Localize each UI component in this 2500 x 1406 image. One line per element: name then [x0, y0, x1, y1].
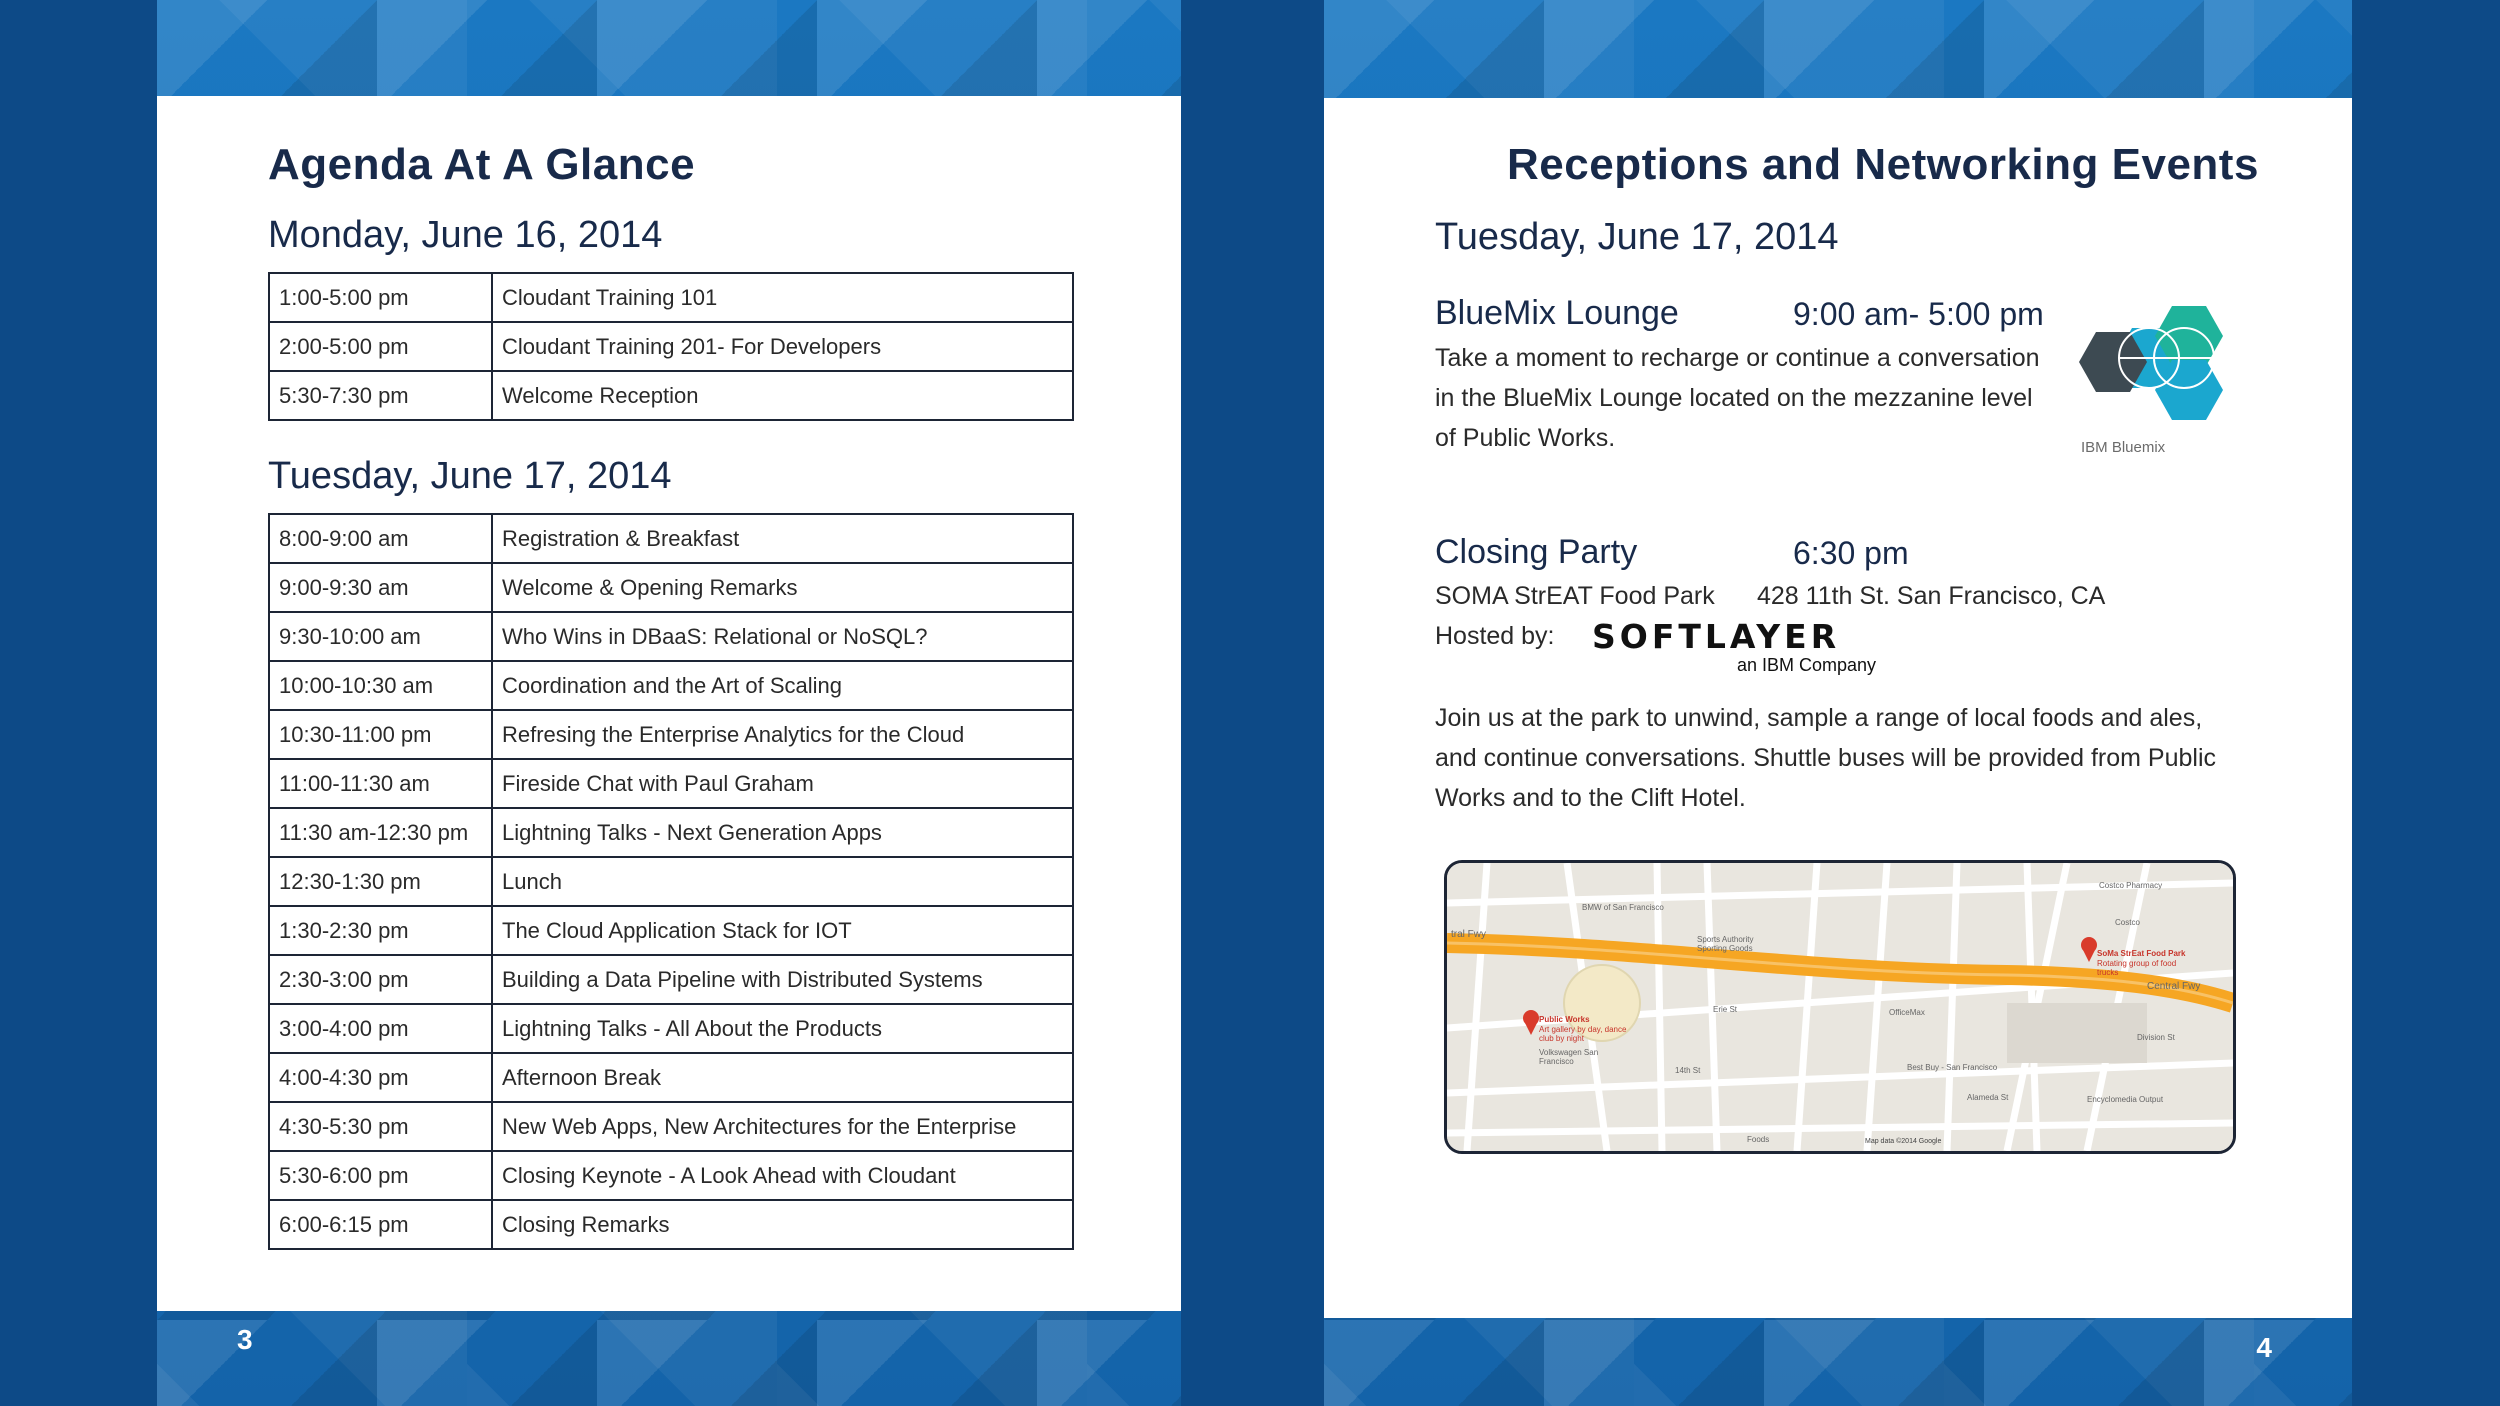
hosted-by-label: Hosted by: [1435, 622, 1555, 650]
agenda-time-cell: 4:30-5:30 pm [269, 1102, 492, 1151]
agenda-session-cell: Afternoon Break [492, 1053, 1073, 1102]
agenda-time-cell: 6:00-6:15 pm [269, 1200, 492, 1249]
agenda-time-cell: 10:00-10:30 am [269, 661, 492, 710]
map-label-erie-st: Erie St [1713, 1005, 1738, 1014]
location-map[interactable] [1444, 860, 2236, 1154]
page-number-right: 4 [2256, 1332, 2272, 1363]
agenda-row [269, 1151, 1073, 1200]
agenda-session-cell: Registration & Breakfast [492, 514, 1073, 563]
agenda-session-cell: Lunch [492, 857, 1073, 906]
map-label-foods: Foods [1747, 1135, 1770, 1144]
agenda-row [269, 710, 1073, 759]
map-label-officemax: OfficeMax [1889, 1008, 1925, 1017]
agenda-time-cell: 5:30-7:30 pm [269, 371, 492, 420]
agenda-time-cell: 2:00-5:00 pm [269, 322, 492, 371]
agenda-session-cell: Lightning Talks - All About the Products [492, 1004, 1073, 1053]
party-venue: SOMA StrEAT Food Park [1435, 582, 1715, 610]
agenda-row [269, 759, 1073, 808]
map-label-costco: Costco [2115, 918, 2140, 927]
agenda-session-cell: New Web Apps, New Architectures for the Enterprise [492, 1102, 1073, 1151]
agenda-session-cell: Closing Keynote - A Look Ahead with Cloudant [492, 1151, 1073, 1200]
map-label-best-buy: Best Buy - San Francisco [1907, 1063, 1998, 1072]
agenda-time-cell: 2:30-3:00 pm [269, 955, 492, 1004]
bluemix-logo-label: IBM Bluemix [2081, 439, 2166, 456]
party-description: Join us at the park to unwind, sample a range of local foods and ales, and continue conversations. Shuttle buses will be provided from Public Works and to the Clift Hotel. [1435, 704, 2216, 812]
agenda-session-cell: Coordination and the Art of Scaling [492, 661, 1073, 710]
lounge-description: Take a moment to recharge or continue a conversation in the BlueMix Lounge located on the mezzanine level of Public Works. [1435, 344, 2040, 452]
agenda-session-cell: Who Wins in DBaaS: Relational or NoSQL? [492, 612, 1073, 661]
map-label-sports-authority: Sports Authority Sporting Goods [1697, 935, 1754, 953]
map-poi-food-park[interactable]: SoMa StrEat Food Park [2097, 949, 2186, 958]
map-label-14th-st: 14th St [1675, 1066, 1701, 1075]
map-poi-public-works-sub: Art gallery by day, dance club by night [1539, 1025, 1627, 1043]
agenda-row [269, 514, 1073, 563]
map-freeway-left-label: tral Fwy [1451, 929, 1486, 940]
tuesday-agenda-table [268, 513, 1074, 1250]
map-credit: Map data ©2014 Google [1865, 1138, 1942, 1145]
agenda-row [269, 955, 1073, 1004]
monday-heading: Monday, June 16, 2014 [268, 214, 663, 256]
agenda-session-cell: Lightning Talks - Next Generation Apps [492, 808, 1073, 857]
monday-agenda-table [268, 272, 1074, 421]
map-label-bmw: BMW of San Francisco [1582, 903, 1664, 912]
agenda-row [269, 857, 1073, 906]
softlayer-logo [1592, 619, 1892, 675]
map-label-volkswagen: Volkswagen San Francisco [1539, 1048, 1599, 1066]
party-address: 428 11th St. San Francisco, CA [1757, 582, 2106, 610]
agenda-row [269, 563, 1073, 612]
receptions-title: Receptions and Networking Events [1507, 140, 2259, 189]
lounge-name: BlueMix Lounge [1435, 294, 1679, 332]
agenda-row [269, 906, 1073, 955]
agenda-time-cell: 11:30 am-12:30 pm [269, 808, 492, 857]
party-name: Closing Party [1435, 533, 1638, 571]
monday-agenda-rows [269, 273, 1073, 420]
agenda-time-cell: 11:00-11:30 am [269, 759, 492, 808]
map-label-costco-pharmacy: Costco Pharmacy [2099, 881, 2163, 890]
agenda-session-cell: Welcome & Opening Remarks [492, 563, 1073, 612]
tuesday-agenda-rows [269, 514, 1073, 1249]
agenda-time-cell: 8:00-9:00 am [269, 514, 492, 563]
agenda-session-cell: The Cloud Application Stack for IOT [492, 906, 1073, 955]
party-time: 6:30 pm [1793, 535, 1909, 571]
agenda-row [269, 1004, 1073, 1053]
agenda-session-cell: Building a Data Pipeline with Distributed Systems [492, 955, 1073, 1004]
agenda-row [269, 273, 1073, 322]
receptions-day-heading: Tuesday, June 17, 2014 [1435, 216, 1839, 258]
agenda-sheet [157, 96, 1181, 1311]
agenda-time-cell: 1:00-5:00 pm [269, 273, 492, 322]
agenda-row [269, 1102, 1073, 1151]
map-label-encyclomedia: Encyclomedia Output [2087, 1095, 2164, 1104]
agenda-row [269, 1053, 1073, 1102]
agenda-session-cell: Welcome Reception [492, 371, 1073, 420]
agenda-session-cell: Closing Remarks [492, 1200, 1073, 1249]
agenda-time-cell: 5:30-6:00 pm [269, 1151, 492, 1200]
page-number-left: 3 [237, 1324, 253, 1355]
softlayer-wordmark: SOFTLAYER [1592, 617, 1841, 656]
agenda-time-cell: 10:30-11:00 pm [269, 710, 492, 759]
receptions-sheet [1324, 98, 2352, 1318]
map-label-division-st: Division St [2137, 1033, 2175, 1042]
agenda-row [269, 808, 1073, 857]
agenda-session-cell: Cloudant Training 201- For Developers [492, 322, 1073, 371]
agenda-time-cell: 3:00-4:00 pm [269, 1004, 492, 1053]
agenda-page [157, 0, 1181, 1406]
agenda-session-cell: Refresing the Enterprise Analytics for the Cloud [492, 710, 1073, 759]
agenda-time-cell: 9:00-9:30 am [269, 563, 492, 612]
agenda-row [269, 661, 1073, 710]
lounge-time: 9:00 am- 5:00 pm [1793, 296, 2044, 332]
map-poi-food-park-sub: Rotating group of food trucks [2097, 959, 2177, 977]
agenda-title: Agenda At A Glance [268, 140, 696, 189]
map-poi-public-works[interactable]: Public Works [1539, 1015, 1590, 1024]
agenda-row [269, 322, 1073, 371]
agenda-row [269, 371, 1073, 420]
tuesday-heading: Tuesday, June 17, 2014 [268, 455, 672, 497]
map-label-alameda-st: Alameda St [1967, 1093, 2009, 1102]
agenda-time-cell: 12:30-1:30 pm [269, 857, 492, 906]
map-streets-graphic [1447, 863, 2233, 1151]
agenda-row [269, 1200, 1073, 1249]
agenda-session-cell: Cloudant Training 101 [492, 273, 1073, 322]
map-freeway-right-label: Central Fwy [2147, 981, 2201, 992]
agenda-row [269, 612, 1073, 661]
agenda-session-cell: Fireside Chat with Paul Graham [492, 759, 1073, 808]
agenda-time-cell: 1:30-2:30 pm [269, 906, 492, 955]
agenda-time-cell: 4:00-4:30 pm [269, 1053, 492, 1102]
agenda-time-cell: 9:30-10:00 am [269, 612, 492, 661]
softlayer-tagline: an IBM Company [1736, 655, 1876, 675]
receptions-page [1324, 0, 2352, 1406]
